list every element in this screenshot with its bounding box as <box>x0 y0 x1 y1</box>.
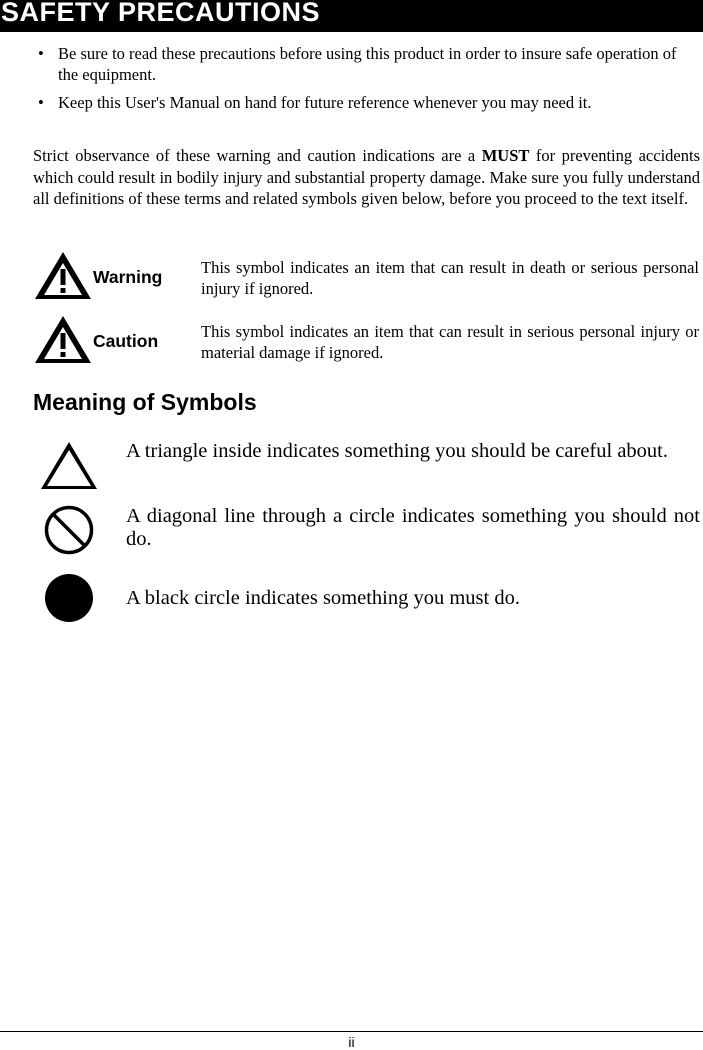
caution-triangle-icon <box>33 314 93 366</box>
section-heading: Meaning of Symbols <box>33 389 257 415</box>
black-circle-icon <box>38 573 100 625</box>
list-item-text: Keep this User's Manual on hand for future reference whenever you may need it. <box>58 93 592 112</box>
intro-text-continued: for preventing accidents which could result in bodily injury and substantial property damage. Make sure you fully understand all definitions of these terms and related symbols given below, before you proceed to the text itself. <box>33 146 700 208</box>
intro-text: Strict observance of these warning and caution indications are a <box>33 146 482 165</box>
warning-label: Warning <box>93 267 163 287</box>
prohibition-circle-icon <box>38 505 100 557</box>
precaution-list <box>38 43 678 120</box>
triangle-description: A triangle inside indicates something you should be careful about. <box>126 440 668 462</box>
list-item <box>38 92 678 113</box>
list-item <box>38 43 678 85</box>
warning-description: This symbol indicates an item that can result in death or serious personal injury if ignored. <box>201 258 699 298</box>
symbol-definition-triangle <box>38 440 700 490</box>
page-title: SAFETY PRECAUTIONS <box>1 0 321 27</box>
caution-definition <box>33 321 700 371</box>
intro-emphasis: MUST <box>481 146 530 165</box>
prohibition-description: A diagonal line through a circle indicates something you should not do. <box>126 505 700 550</box>
symbol-definition-black-circle <box>38 573 700 625</box>
bullet-icon: • <box>38 93 44 112</box>
title-bar <box>0 0 703 32</box>
warning-triangle-icon <box>33 250 93 302</box>
page-number: ii <box>348 1034 355 1050</box>
intro-paragraph <box>33 145 700 210</box>
warning-definition <box>33 257 700 307</box>
caution-description: This symbol indicates an item that can result in serious personal injury or material damage if ignored. <box>201 322 699 362</box>
black-circle-description: A black circle indicates something you must do. <box>126 587 520 609</box>
symbol-definition-prohibition <box>38 505 700 555</box>
list-item-text: Be sure to read these precautions before using this product in order to insure safe operation of the equipment. <box>58 44 677 84</box>
triangle-icon <box>38 440 100 492</box>
caution-label: Caution <box>93 331 159 351</box>
footer-divider <box>0 1031 703 1032</box>
bullet-icon: • <box>38 44 44 63</box>
